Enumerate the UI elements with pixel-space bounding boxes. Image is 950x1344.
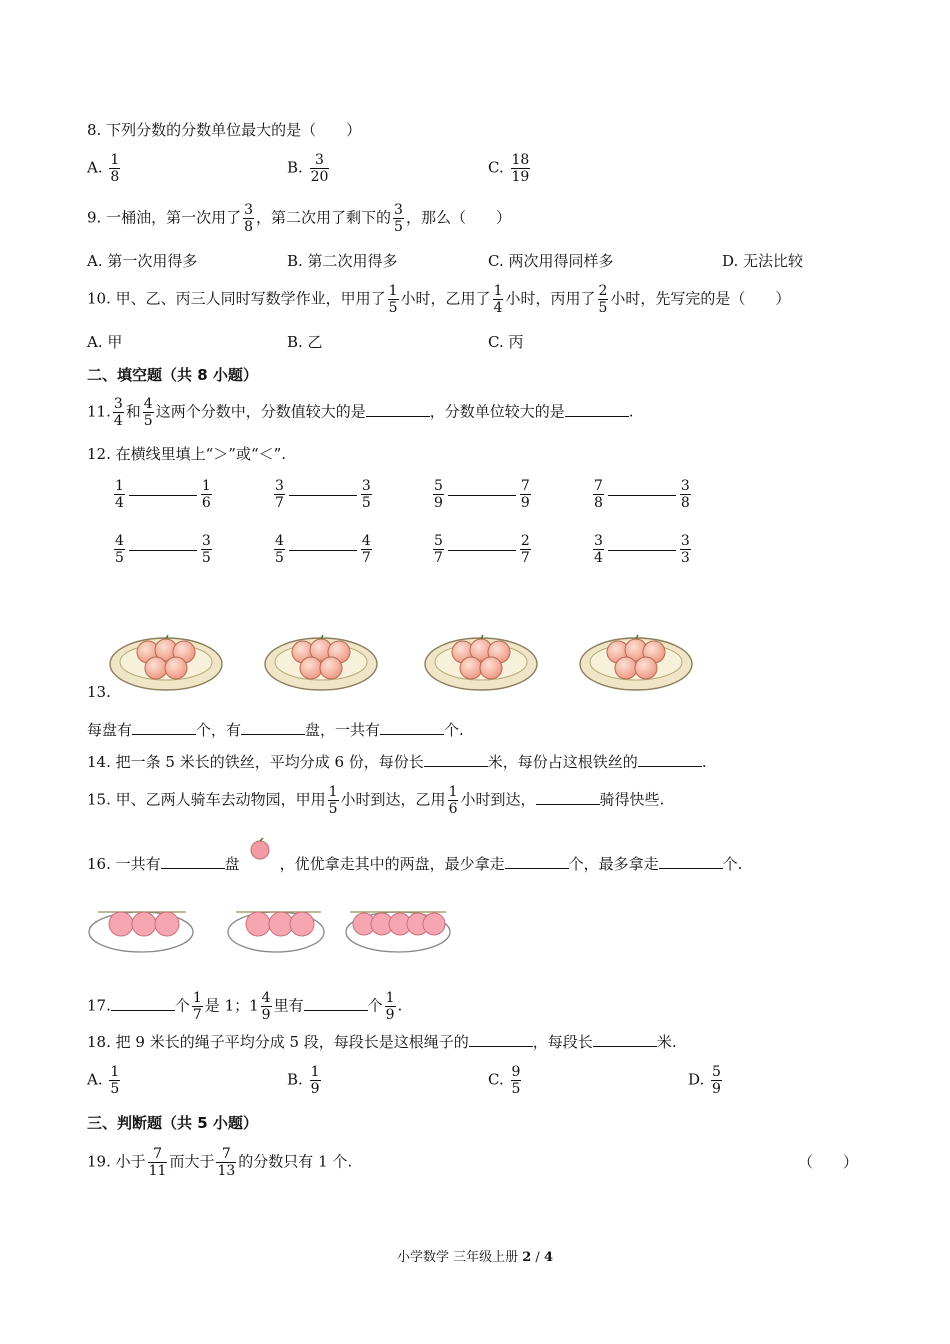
compare-item[interactable]: $\frac{4}{5}$ $\frac{4}{7}$ [275,533,371,566]
answer-blank [448,549,516,551]
page-footer: 小学数学 三年级上册 2 / 4 [396,1250,553,1265]
q19-stem: 19. 小于 $\frac{7}{11}$ 而大于 $\frac{7}{13}$ 的分数只有 1 个. [87,1146,353,1179]
compare-item[interactable]: $\frac{5}{7}$ $\frac{2}{7}$ [434,533,530,566]
fraction: $\frac{3}{4}$ [113,396,123,429]
q18-option-d[interactable] [688,1064,724,1097]
section-heading-true-false: 三、判断题（共 5 小题） [87,1114,258,1132]
answer-blank [608,549,676,551]
plate-icon [346,912,450,952]
fraction: $\frac{1}{6}$ [448,784,458,817]
fraction: $\frac{1}{9}$ [385,990,395,1023]
q15-stem: 15. 甲、乙两人骑车去动物园，甲用 $\frac{1}{5}$ 小时到达，乙用 $\frac{1}{6}$ 小时到达， 骑得快些. [87,784,665,817]
compare-item[interactable]: $\frac{5}{9}$ $\frac{7}{9}$ [434,478,530,511]
fraction: $\frac{1}{4}$ [493,283,503,316]
answer-blank[interactable] [366,402,430,417]
q8-option-b[interactable] [287,152,331,185]
answer-blank[interactable] [505,854,569,869]
fraction: $\frac{3}{5}$ [394,202,403,235]
q13-label: 13. [87,683,111,701]
peach-icon [248,836,272,860]
q10-option-b[interactable]: B. 乙 [287,333,323,351]
fraction: $\frac{18}{19}$ [511,152,530,185]
q10-option-a[interactable]: A. 甲 [87,333,123,351]
option-label: D. [688,1070,705,1089]
fraction: $\frac{1}{9}$ [310,1064,320,1097]
q19-answer-parens[interactable]: （ ） [798,1153,859,1171]
q9-option-d[interactable]: D. 无法比较 [722,252,804,270]
answer-blank [129,494,197,496]
q9-stem: 9. 一桶油，第一次用了 $\frac{3}{8}$ ，第二次用了剩下的 $\frac{3}{5}$ ，那么（ ） [87,202,511,235]
fraction: $\frac{3}{8}$ [244,202,254,235]
fraction: $\frac{1}{7}$ [192,990,202,1023]
answer-blank[interactable] [424,752,488,767]
answer-blank[interactable] [659,854,723,869]
answer-blank[interactable] [593,1032,657,1047]
answer-blank [289,549,357,551]
fraction: $\frac{4}{9}$ [261,990,271,1023]
fraction: $\frac{1}{8}$ [110,152,120,185]
option-label: C. [488,1070,504,1089]
plate-icon [89,912,193,952]
q14-stem: 14. 把一条 5 米长的铁丝，平均分成 6 份，每份长 米，每份占这根铁丝的 . [87,753,707,771]
peach-plates-illustration [108,626,698,698]
q11-stem: 11. $\frac{3}{4}$ 和 $\frac{4}{5}$ 这两个分数中，分数值较大的是 ，分数单位较大的是 . [87,396,634,429]
fraction: $\frac{2}{5}$ [598,283,608,316]
option-label: C. [488,158,504,177]
q18-stem: 18. 把 9 米长的绳子平均分成 5 段，每段长是这根绳子的 ，每段长 米. [87,1033,677,1051]
plate-icon [580,635,692,690]
answer-blank[interactable] [161,854,225,869]
fraction: $\frac{7}{13}$ [217,1146,236,1179]
fraction: $\frac{4}{5}$ [143,396,153,429]
section-heading-fill-blank: 二、填空题（共 8 小题） [87,366,258,384]
answer-blank[interactable] [638,752,702,767]
q13-stem: 每盘有 个，有 盘，一共有 个. [87,721,464,739]
answer-blank[interactable] [536,790,600,805]
apple-plates-illustration [86,900,456,958]
fraction: $\frac{7}{11}$ [148,1146,167,1179]
answer-blank[interactable] [132,720,196,735]
q18-option-a[interactable] [87,1064,122,1097]
option-label: B. [287,1070,303,1089]
answer-blank[interactable] [304,996,368,1011]
q8-stem: 8. 下列分数的分数单位最大的是（ ） [87,121,362,139]
compare-item[interactable]: $\frac{3}{4}$ $\frac{3}{3}$ [594,533,690,566]
q9-option-c[interactable]: C. 两次用得同样多 [488,252,614,270]
q12-stem: 12. 在横线里填上“＞”或“＜”. [87,445,287,463]
answer-blank[interactable] [565,402,629,417]
q8-option-c[interactable] [488,152,532,185]
q10-stem: 10. 甲、乙、丙三人同时写数学作业，甲用了 $\frac{1}{5}$ 小时，乙用了 $\frac{1}{4}$ 小时，丙用了 $\frac{2}{5}$ 小时，先写完的是（ ） [87,283,791,316]
plate-icon [110,635,222,690]
q9-option-a[interactable]: A. 第一次用得多 [87,252,198,270]
plate-icon [265,635,377,690]
compare-item[interactable]: $\frac{7}{8}$ $\frac{3}{8}$ [594,478,690,511]
q10-option-c[interactable]: C. 丙 [488,333,524,351]
q17-stem: 17. 个 $\frac{1}{7}$ 是 1；1 $\frac{4}{9}$ 里有 个 $\frac{1}{9}$ . [87,990,403,1023]
answer-blank[interactable] [241,720,305,735]
compare-item[interactable]: $\frac{1}{4}$ $\frac{1}{6}$ [115,478,211,511]
fraction: $\frac{1}{5}$ [110,1064,120,1097]
answer-blank[interactable] [380,720,444,735]
option-label: A. [87,1070,103,1089]
plate-icon [228,912,324,952]
option-label: B. [287,158,303,177]
fraction: $\frac{3}{20}$ [310,152,329,185]
answer-blank [448,494,516,496]
answer-blank [129,549,197,551]
compare-item[interactable]: $\frac{4}{5}$ $\frac{3}{5}$ [115,533,211,566]
answer-blank [608,494,676,496]
answer-blank [289,494,357,496]
plate-icon [425,635,537,690]
fraction: $\frac{9}{5}$ [511,1064,521,1097]
q16-stem: 16. 一共有 盘 ，优优拿走其中的两盘，最少拿走 个，最多拿走 个. [87,855,743,873]
q18-option-c[interactable] [488,1064,523,1097]
compare-item[interactable]: $\frac{3}{7}$ $\frac{3}{5}$ [275,478,371,511]
answer-blank[interactable] [111,996,175,1011]
fraction: $\frac{1}{5}$ [328,784,338,817]
q8-option-a[interactable] [87,152,122,185]
answer-blank[interactable] [469,1032,533,1047]
option-label: A. [87,158,103,177]
fraction: $\frac{5}{9}$ [712,1064,721,1097]
q18-option-b[interactable] [287,1064,323,1097]
q9-option-b[interactable]: B. 第二次用得多 [287,252,398,270]
fraction: $\frac{1}{5}$ [388,283,398,316]
